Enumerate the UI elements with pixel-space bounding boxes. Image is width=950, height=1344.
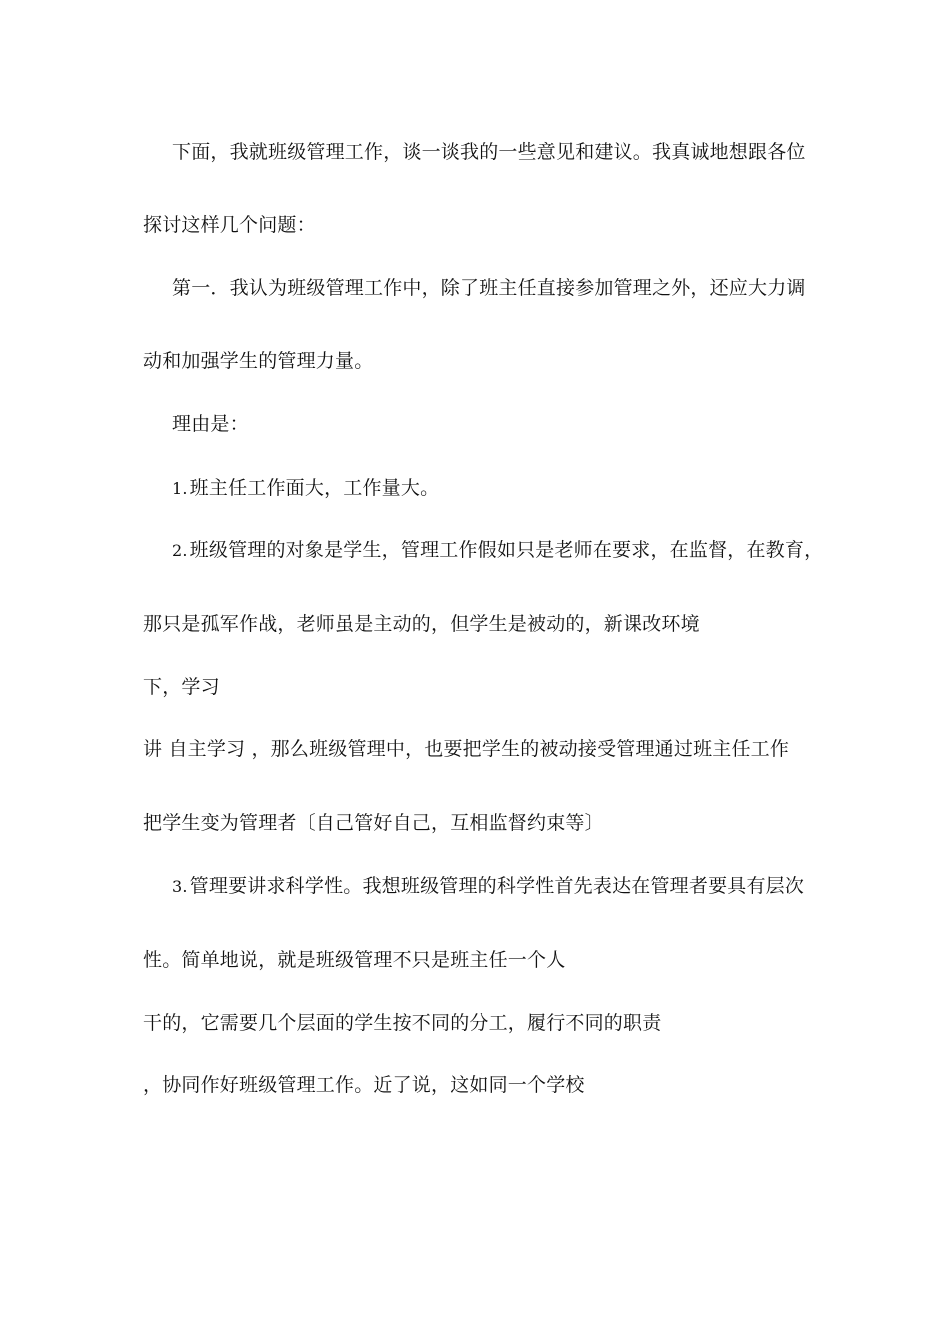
paragraph-line-15: ，协同作好班级管理工作。近了说，这如同一个学校 xyxy=(143,1074,585,1096)
list-text: 班主任工作面大，工作量大。 xyxy=(189,477,440,499)
list-number: 1. xyxy=(172,479,188,498)
paragraph-line-13: 性。简单地说，就是班级管理不只是班主任一个人 xyxy=(143,949,566,971)
paragraph-line-8: 那只是孤军作战，老师虽是主动的，但学生是被动的，新课改环境 xyxy=(143,613,700,635)
paragraph-line-14: 干的，它需要几个层面的学生按不同的分工，履行不同的职责 xyxy=(143,1012,662,1034)
paragraph-line-3: 第一．我认为班级管理工作中，除了班主任直接参加管理之外，还应大力调 xyxy=(172,277,806,299)
paragraph-line-2: 探讨这样几个问题： xyxy=(143,214,316,236)
paragraph-line-1: 下面，我就班级管理工作，谈一谈我的一些意见和建议。我真诚地想跟各位 xyxy=(172,141,806,163)
list-item-2 xyxy=(172,538,823,563)
list-item-3 xyxy=(172,874,804,899)
paragraph-line-9: 下，学习 xyxy=(143,676,220,698)
paragraph-line-11: 把学生变为管理者〔自己管好自己，互相监督约束等〕 xyxy=(143,812,604,834)
list-number: 3. xyxy=(172,877,188,896)
paragraph-line-5: 理由是： xyxy=(172,413,249,435)
list-number: 2. xyxy=(172,541,188,560)
paragraph-line-10: 讲 自主学习 ，那么班级管理中，也要把学生的被动接受管理通过班主任工作 xyxy=(143,738,790,760)
list-text: 管理要讲求科学性。我想班级管理的科学性首先表达在管理者要具有层次 xyxy=(189,875,805,897)
list-item-1 xyxy=(172,476,439,501)
paragraph-line-4: 动和加强学生的管理力量。 xyxy=(143,350,374,372)
list-text: 班级管理的对象是学生，管理工作假如只是老师在要求，在监督，在教育， xyxy=(189,539,824,561)
